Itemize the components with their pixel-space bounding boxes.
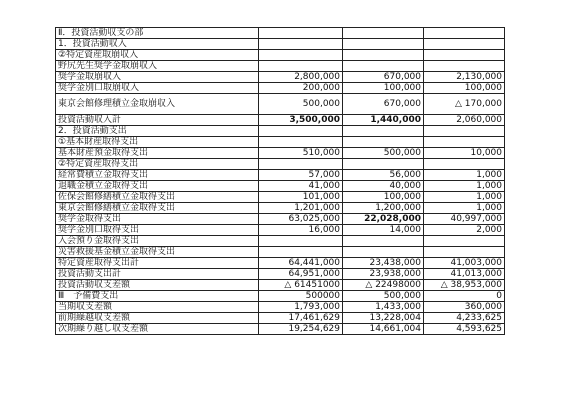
amount-cell: 16,000 — [259, 225, 343, 236]
amount-cell: 500000 — [259, 291, 343, 302]
table-row — [56, 280, 505, 291]
amount-cell — [259, 236, 343, 247]
table-row — [56, 50, 505, 61]
budget-sheet — [55, 27, 505, 335]
amount-cell: △ 170,000 — [424, 94, 505, 115]
amount-cell — [424, 28, 505, 39]
amount-cell — [424, 159, 505, 170]
amount-cell — [424, 61, 505, 72]
row-label: Ⅲ 予備費支出 — [56, 291, 259, 302]
table-row — [56, 236, 505, 247]
amount-cell: 500,000 — [343, 148, 424, 159]
amount-cell: 19,254,629 — [259, 324, 343, 335]
row-label: 投資活動支出計 — [56, 269, 259, 280]
amount-cell: 500,000 — [343, 291, 424, 302]
row-label: 東京会館修理積立金取崩収入 — [56, 94, 259, 115]
table-row — [56, 181, 505, 192]
table-row — [56, 170, 505, 181]
amount-cell: 2,060,000 — [424, 115, 505, 126]
amount-cell — [259, 28, 343, 39]
amount-cell — [343, 61, 424, 72]
budget-table-body — [56, 28, 505, 335]
amount-cell — [343, 50, 424, 61]
table-row — [56, 137, 505, 148]
table-row — [56, 39, 505, 50]
table-row — [56, 247, 505, 258]
amount-cell — [343, 126, 424, 137]
row-label: 投資活動収入計 — [56, 115, 259, 126]
amount-cell: 56,000 — [343, 170, 424, 181]
amount-cell: 200,000 — [259, 83, 343, 94]
amount-cell: 2,130,000 — [424, 72, 505, 83]
amount-cell — [343, 28, 424, 39]
amount-cell: 40,000 — [343, 181, 424, 192]
row-label: 入会預り金取得支出 — [56, 236, 259, 247]
amount-cell — [424, 50, 505, 61]
amount-cell — [259, 247, 343, 258]
amount-cell: 0 — [424, 291, 505, 302]
table-row — [56, 313, 505, 324]
row-label: 次期繰り越し収支差額 — [56, 324, 259, 335]
amount-cell: 41,000 — [259, 181, 343, 192]
amount-cell — [343, 236, 424, 247]
amount-cell: 4,233,625 — [424, 313, 505, 324]
amount-cell: 360,000 — [424, 302, 505, 313]
row-label: 特定資産取得支出計 — [56, 258, 259, 269]
amount-cell: 2,000 — [424, 225, 505, 236]
amount-cell — [424, 126, 505, 137]
amount-cell: 1,000 — [424, 192, 505, 203]
amount-cell: 14,661,004 — [343, 324, 424, 335]
amount-cell — [259, 61, 343, 72]
amount-cell: 23,938,000 — [343, 269, 424, 280]
amount-cell — [259, 159, 343, 170]
table-row — [56, 214, 505, 225]
row-label: ②特定資産取崩収入 — [56, 50, 259, 61]
amount-cell: 670,000 — [343, 94, 424, 115]
amount-cell: 1,793,000 — [259, 302, 343, 313]
row-label: 東京会館修繕積立金取得支出 — [56, 203, 259, 214]
row-label: 奨学金取得支出 — [56, 214, 259, 225]
table-row — [56, 28, 505, 39]
amount-cell: △ 61451000 — [259, 280, 343, 291]
table-row — [56, 159, 505, 170]
row-label: 野尻先生奨学金取崩収入 — [56, 61, 259, 72]
row-label: 災害救援基金積立金取得支出 — [56, 247, 259, 258]
amount-cell: 2,800,000 — [259, 72, 343, 83]
amount-cell: 41,003,000 — [424, 258, 505, 269]
amount-cell: 63,025,000 — [259, 214, 343, 225]
amount-cell: 1,200,000 — [343, 203, 424, 214]
amount-cell: 1,000 — [424, 203, 505, 214]
row-label: 前期繰越収支差額 — [56, 313, 259, 324]
table-row — [56, 115, 505, 126]
row-label: 奨学金取崩収入 — [56, 72, 259, 83]
amount-cell — [343, 247, 424, 258]
amount-cell: 100,000 — [343, 83, 424, 94]
amount-cell: 10,000 — [424, 148, 505, 159]
table-row — [56, 72, 505, 83]
amount-cell: 1,000 — [424, 181, 505, 192]
amount-cell: 64,951,000 — [259, 269, 343, 280]
amount-cell: △ 38,953,000 — [424, 280, 505, 291]
row-label: 投資活動収支差額 — [56, 280, 259, 291]
amount-cell — [424, 137, 505, 148]
amount-cell: 17,461,629 — [259, 313, 343, 324]
table-row — [56, 258, 505, 269]
amount-cell — [424, 247, 505, 258]
amount-cell: △ 22498000 — [343, 280, 424, 291]
amount-cell — [259, 50, 343, 61]
row-label: 退職金積立金取得支出 — [56, 181, 259, 192]
amount-cell — [259, 137, 343, 148]
amount-cell: 22,028,000 — [343, 214, 424, 225]
amount-cell: 500,000 — [259, 94, 343, 115]
table-row — [56, 148, 505, 159]
amount-cell: 13,228,004 — [343, 313, 424, 324]
row-label: 奨学金別口取崩収入 — [56, 83, 259, 94]
budget-table — [55, 27, 505, 335]
table-row — [56, 94, 505, 115]
amount-cell: 3,500,000 — [259, 115, 343, 126]
amount-cell: 1,440,000 — [343, 115, 424, 126]
amount-cell: 670,000 — [343, 72, 424, 83]
amount-cell: 1,000 — [424, 170, 505, 181]
row-label: 基本財産預金取得支出 — [56, 148, 259, 159]
amount-cell: 41,013,000 — [424, 269, 505, 280]
row-label: 経常費積立金取得支出 — [56, 170, 259, 181]
amount-cell — [343, 39, 424, 50]
amount-cell: 100,000 — [343, 192, 424, 203]
table-row — [56, 203, 505, 214]
amount-cell: 64,441,000 — [259, 258, 343, 269]
amount-cell — [343, 137, 424, 148]
table-row — [56, 291, 505, 302]
table-row — [56, 225, 505, 236]
row-label: 2．投資活動支出 — [56, 126, 259, 137]
row-label: 当期収支差額 — [56, 302, 259, 313]
amount-cell: 1,201,000 — [259, 203, 343, 214]
row-label: Ⅱ．投資活動収支の部 — [56, 28, 259, 39]
amount-cell: 100,000 — [424, 83, 505, 94]
amount-cell: 23,438,000 — [343, 258, 424, 269]
table-row — [56, 269, 505, 280]
amount-cell — [259, 126, 343, 137]
amount-cell: 101,000 — [259, 192, 343, 203]
amount-cell: 510,000 — [259, 148, 343, 159]
row-label: 1．投資活動収入 — [56, 39, 259, 50]
amount-cell — [343, 159, 424, 170]
table-row — [56, 192, 505, 203]
amount-cell: 14,000 — [343, 225, 424, 236]
table-row — [56, 61, 505, 72]
table-row — [56, 126, 505, 137]
amount-cell — [259, 39, 343, 50]
row-label: 佐保会館修繕積立金取得支出 — [56, 192, 259, 203]
row-label: ①基本財産取得支出 — [56, 137, 259, 148]
table-row — [56, 83, 505, 94]
amount-cell — [424, 236, 505, 247]
table-row — [56, 302, 505, 313]
row-label: ②特定資産取得支出 — [56, 159, 259, 170]
table-row — [56, 324, 505, 335]
amount-cell: 57,000 — [259, 170, 343, 181]
amount-cell — [424, 39, 505, 50]
amount-cell: 4,593,625 — [424, 324, 505, 335]
row-label: 奨学金別口取得支出 — [56, 225, 259, 236]
amount-cell: 1,433,000 — [343, 302, 424, 313]
amount-cell: 40,997,000 — [424, 214, 505, 225]
